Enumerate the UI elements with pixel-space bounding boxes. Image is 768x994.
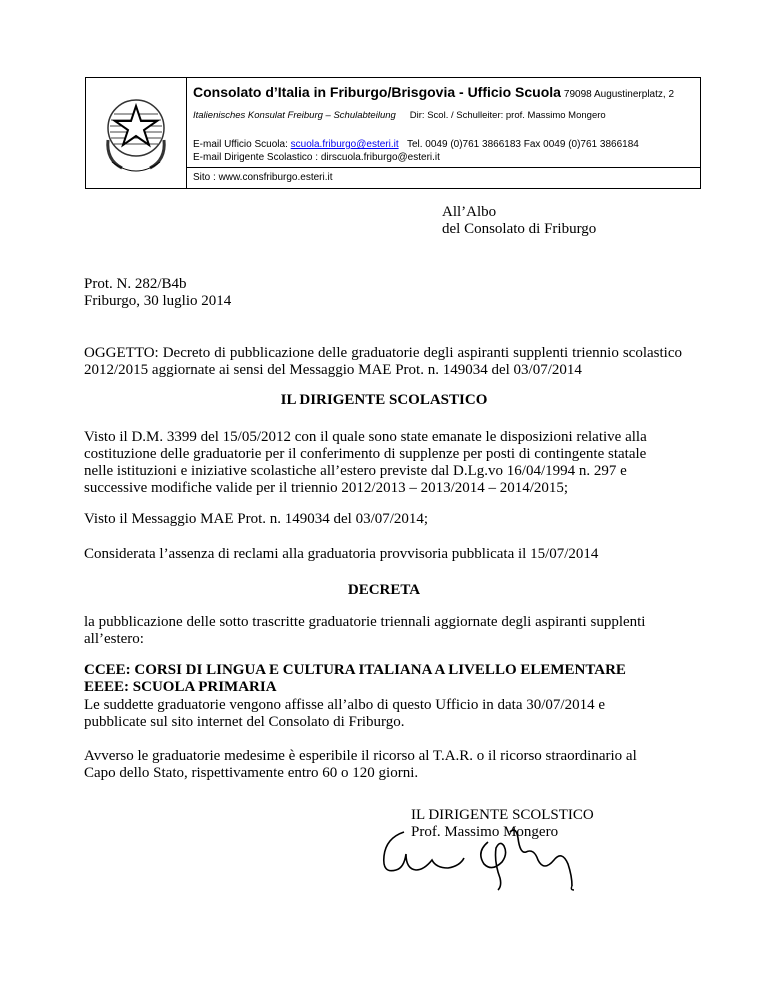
affisse-paragraph: Le suddette graduatorie vengono affisse all’albo di questo Ufficio in data 30/07/2014 e pubblicate sul sito internet del Consolato di Friburgo.	[84, 697, 605, 730]
protocol-block: Prot. N. 282/B4b Friburgo, 30 luglio 2014	[84, 276, 232, 309]
handwritten-signature	[376, 824, 586, 894]
graduatorie-list: CCEE: CORSI DI LINGUA E CULTURA ITALIANA A LIVELLO ELEMENTARE EEEE: SCUOLA PRIMARIA	[84, 662, 626, 695]
italian-emblem-icon	[100, 88, 172, 178]
signatory-block: IL DIRIGENTE SCOLSTICO Prof. Massimo Mongero	[411, 807, 594, 840]
website-line: Sito : www.consfriburgo.esteri.it	[193, 172, 333, 183]
director-line: Dir: Scol. / Schulleiter: prof. Massimo Mongero	[409, 110, 606, 121]
email-dirigente: E-mail Dirigente Scolastico : dirscuola.friburgo@esteri.it	[193, 152, 440, 163]
ricorso-paragraph: Avverso le graduatorie medesime è esperibile il ricorso al T.A.R. o il ricorso straordinario al Capo dello Stato, rispettivamente entro 60 o 120 giorni.	[84, 748, 637, 781]
heading-dirigente: IL DIRIGENTE SCOLASTICO	[280, 392, 488, 408]
letterhead	[85, 77, 701, 189]
email-link[interactable]: scuola.friburgo@esteri.it	[290, 139, 399, 150]
office-address: 79098 Augustinerplatz, 2	[563, 89, 675, 100]
visto-paragraph-1: Visto il D.M. 3399 del 15/05/2012 con il quale sono state emanate le disposizioni relative alla costituzione delle graduatorie per il conferimento di supplenze per posti di contingente statale nelle istituzioni e iniziative scolastiche all’estero previste dal D.Lg.vo 16/04/1994 n. 297 e successive modifiche valide per il triennio 2012/2013 – 2013/2014 – 2014/2015;	[84, 429, 647, 496]
emblem-cell	[86, 78, 187, 188]
recipient-block: All’Albo del Consolato di Friburgo	[442, 204, 597, 237]
decreta-paragraph: la pubblicazione delle sotto trascritte graduatorie triennali aggiornate degli aspiranti supplenti all’estero:	[84, 614, 646, 647]
subject-paragraph: OGGETTO: Decreto di pubblicazione delle graduatorie degli aspiranti supplenti triennio scolastico 2012/2015 aggiornate ai sensi del Messaggio MAE Prot. n. 149034 del 03/07/2014	[84, 345, 682, 378]
office-title: Consolato d’Italia in Friburgo/Brisgovia - Ufficio Scuola 79098 Augustinerplatz, 2	[193, 84, 675, 100]
heading-decreta: DECRETA	[347, 582, 421, 598]
considerata-paragraph: Considerata l’assenza di reclami alla graduatoria provvisoria pubblicata il 15/07/2014	[84, 546, 599, 562]
contact-block: E-mail Ufficio Scuola: scuola.friburgo@esteri.it Tel. 0049 (0)761 3866183 Fax 0049 (0)761 3866184 E-mail Dirigente Scolastico : dirscuola.friburgo@esteri.it	[193, 139, 639, 163]
visto-paragraph-2: Visto il Messaggio MAE Prot. n. 149034 del 03/07/2014;	[84, 511, 429, 527]
office-subtitle: Italienisches Konsulat Freiburg – Schulabteilung Dir: Scol. / Schulleiter: prof. Massimo Mongero	[193, 110, 606, 121]
